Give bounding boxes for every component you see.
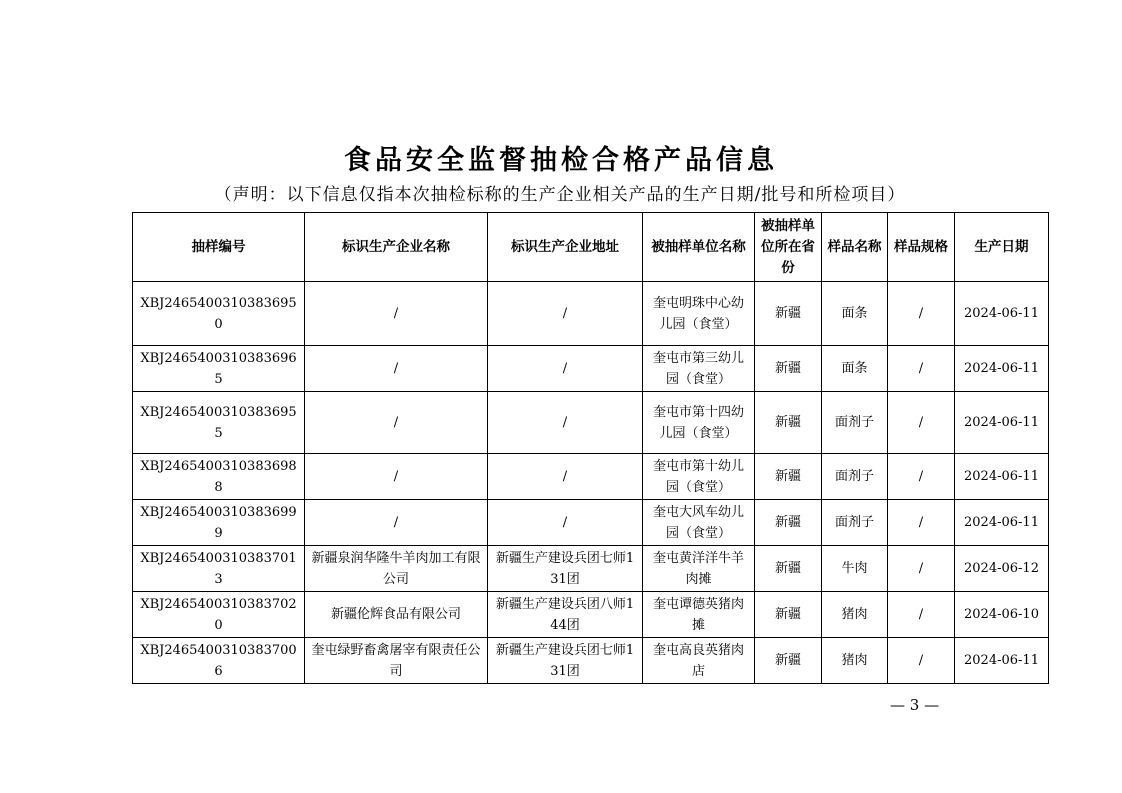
cell-production-date: 2024-06-11 <box>955 282 1049 346</box>
cell-province: 新疆 <box>755 392 822 454</box>
cell-sample-name: 面剂子 <box>822 392 888 454</box>
cell-sample-id: XBJ24654003103836988 <box>133 454 305 500</box>
inspection-table <box>132 212 1049 684</box>
cell-sample-id: XBJ24654003103836950 <box>133 282 305 346</box>
cell-production-date: 2024-06-10 <box>955 592 1049 638</box>
cell-manufacturer-address: / <box>488 346 643 392</box>
cell-sample-name: 牛肉 <box>822 546 888 592</box>
cell-sampled-unit: 奎屯大风车幼儿园（食堂） <box>643 500 755 546</box>
cell-sample-id: XBJ24654003103836955 <box>133 392 305 454</box>
cell-sample-id: XBJ24654003103837020 <box>133 592 305 638</box>
cell-sample-id: XBJ24654003103836965 <box>133 346 305 392</box>
cell-province: 新疆 <box>755 282 822 346</box>
cell-sample-name: 面剂子 <box>822 454 888 500</box>
cell-manufacturer-name: / <box>305 500 488 546</box>
cell-sampled-unit: 奎屯高良英猪肉店 <box>643 638 755 684</box>
cell-sampled-unit: 奎屯谭德英猪肉摊 <box>643 592 755 638</box>
cell-manufacturer-name: 新疆泉润华隆牛羊肉加工有限公司 <box>305 546 488 592</box>
cell-manufacturer-name: 奎屯绿野畜禽屠宰有限责任公司 <box>305 638 488 684</box>
cell-manufacturer-name: 新疆伦辉食品有限公司 <box>305 592 488 638</box>
table-row <box>133 638 1049 684</box>
header-manufacturer-name: 标识生产企业名称 <box>305 213 488 282</box>
table-row <box>133 346 1049 392</box>
cell-sample-name: 猪肉 <box>822 592 888 638</box>
cell-manufacturer-address: 新疆生产建设兵团七师131团 <box>488 638 643 684</box>
table-row <box>133 282 1049 346</box>
cell-province: 新疆 <box>755 592 822 638</box>
cell-manufacturer-address: 新疆生产建设兵团七师131团 <box>488 546 643 592</box>
header-sampled-unit: 被抽样单位名称 <box>643 213 755 282</box>
cell-sample-spec: / <box>888 546 955 592</box>
cell-production-date: 2024-06-11 <box>955 392 1049 454</box>
table-row <box>133 546 1049 592</box>
cell-sampled-unit: 奎屯市第十四幼儿园（食堂） <box>643 392 755 454</box>
table-row <box>133 392 1049 454</box>
cell-manufacturer-name: / <box>305 282 488 346</box>
table-row <box>133 500 1049 546</box>
cell-province: 新疆 <box>755 500 822 546</box>
cell-manufacturer-address: / <box>488 454 643 500</box>
cell-province: 新疆 <box>755 346 822 392</box>
cell-sampled-unit: 奎屯市第十幼儿园（食堂） <box>643 454 755 500</box>
header-province: 被抽样单位所在省份 <box>755 213 822 282</box>
cell-sample-id: XBJ24654003103837013 <box>133 546 305 592</box>
table-row <box>133 454 1049 500</box>
table-header-row <box>133 213 1049 282</box>
header-sample-name: 样品名称 <box>822 213 888 282</box>
cell-sampled-unit: 奎屯市第三幼儿园（食堂） <box>643 346 755 392</box>
cell-manufacturer-name: / <box>305 454 488 500</box>
cell-production-date: 2024-06-11 <box>955 454 1049 500</box>
document-title: 食品安全监督抽检合格产品信息 <box>344 145 778 176</box>
cell-province: 新疆 <box>755 454 822 500</box>
cell-sample-name: 面条 <box>822 346 888 392</box>
table-row <box>133 592 1049 638</box>
document-subtitle: （声明：以下信息仅指本次抽检标称的生产企业相关产品的生产日期/批号和所检项目） <box>214 185 906 205</box>
header-sample-spec: 样品规格 <box>888 213 955 282</box>
cell-province: 新疆 <box>755 546 822 592</box>
cell-province: 新疆 <box>755 638 822 684</box>
header-manufacturer-address: 标识生产企业地址 <box>488 213 643 282</box>
cell-sample-spec: / <box>888 346 955 392</box>
cell-production-date: 2024-06-11 <box>955 346 1049 392</box>
cell-sample-name: 面条 <box>822 282 888 346</box>
cell-production-date: 2024-06-11 <box>955 500 1049 546</box>
cell-sample-spec: / <box>888 638 955 684</box>
cell-sample-spec: / <box>888 282 955 346</box>
cell-sample-spec: / <box>888 592 955 638</box>
cell-sample-spec: / <box>888 392 955 454</box>
cell-sampled-unit: 奎屯明珠中心幼儿园（食堂） <box>643 282 755 346</box>
cell-manufacturer-address: / <box>488 500 643 546</box>
cell-sample-spec: / <box>888 454 955 500</box>
cell-manufacturer-address: 新疆生产建设兵团八师144团 <box>488 592 643 638</box>
cell-sample-spec: / <box>888 500 955 546</box>
cell-production-date: 2024-06-11 <box>955 638 1049 684</box>
cell-sample-id: XBJ24654003103836999 <box>133 500 305 546</box>
page-number: — 3 — <box>890 696 940 714</box>
cell-production-date: 2024-06-12 <box>955 546 1049 592</box>
cell-sample-name: 面剂子 <box>822 500 888 546</box>
cell-manufacturer-address: / <box>488 282 643 346</box>
cell-manufacturer-address: / <box>488 392 643 454</box>
cell-manufacturer-name: / <box>305 346 488 392</box>
cell-sampled-unit: 奎屯黄洋洋牛羊肉摊 <box>643 546 755 592</box>
header-production-date: 生产日期 <box>955 213 1049 282</box>
cell-sample-id: XBJ24654003103837006 <box>133 638 305 684</box>
cell-sample-name: 猪肉 <box>822 638 888 684</box>
header-sample-id: 抽样编号 <box>133 213 305 282</box>
cell-manufacturer-name: / <box>305 392 488 454</box>
